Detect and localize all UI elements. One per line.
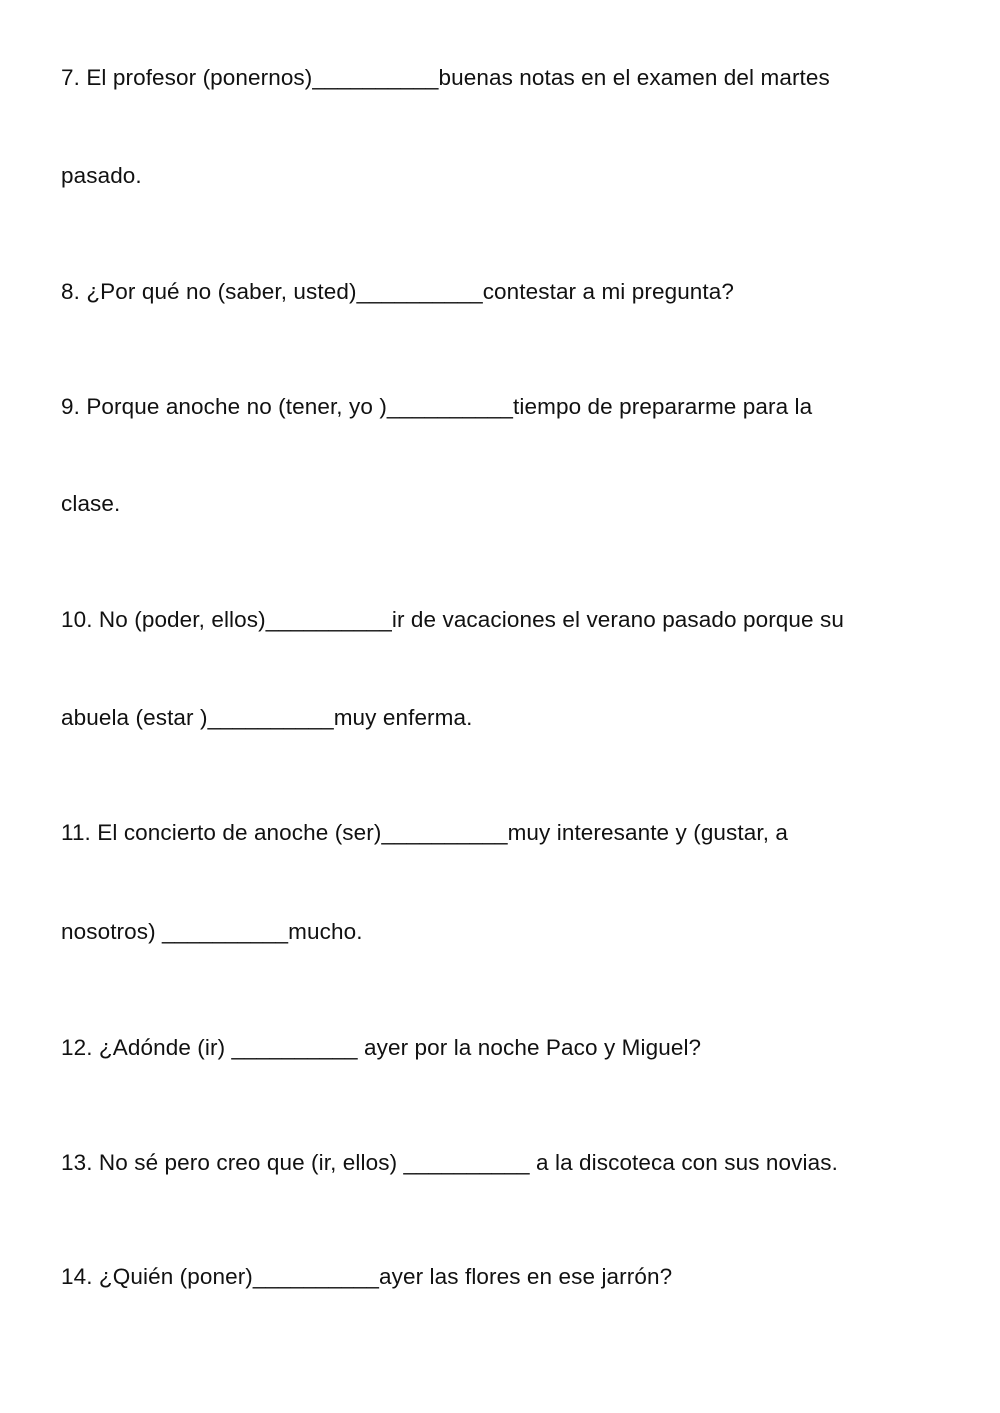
- exercise-10-line-1: 10. No (poder, ellos)__________ir de vacaciones el verano pasado porque su: [61, 607, 844, 632]
- exercise-7-line-1: 7. El profesor (ponernos)__________buenas notas en el examen del martes: [61, 65, 830, 90]
- exercise-10-line-2: abuela (estar )__________muy enferma.: [61, 705, 473, 730]
- exercise-11-line-2: nosotros) __________mucho.: [61, 919, 363, 944]
- exercise-12-line-1: 12. ¿Adónde (ir) __________ ayer por la noche Paco y Miguel?: [61, 1035, 702, 1060]
- exercise-8-line-1: 8. ¿Por qué no (saber, usted)__________contestar a mi pregunta?: [61, 279, 734, 304]
- exercise-9-line-1: 9. Porque anoche no (tener, yo )__________tiempo de prepararme para la: [61, 394, 813, 419]
- exercise-14-line-1: 14. ¿Quién (poner)__________ayer las flores en ese jarrón?: [61, 1264, 673, 1289]
- exercise-11-line-1: 11. El concierto de anoche (ser)__________muy interesante y (gustar, a: [61, 820, 789, 845]
- exercise-9-line-2: clase.: [61, 491, 121, 516]
- exercise-7-line-2: pasado.: [61, 163, 142, 188]
- exercise-13-line-1: 13. No sé pero creo que (ir, ellos) __________ a la discoteca con sus novias.: [61, 1150, 838, 1175]
